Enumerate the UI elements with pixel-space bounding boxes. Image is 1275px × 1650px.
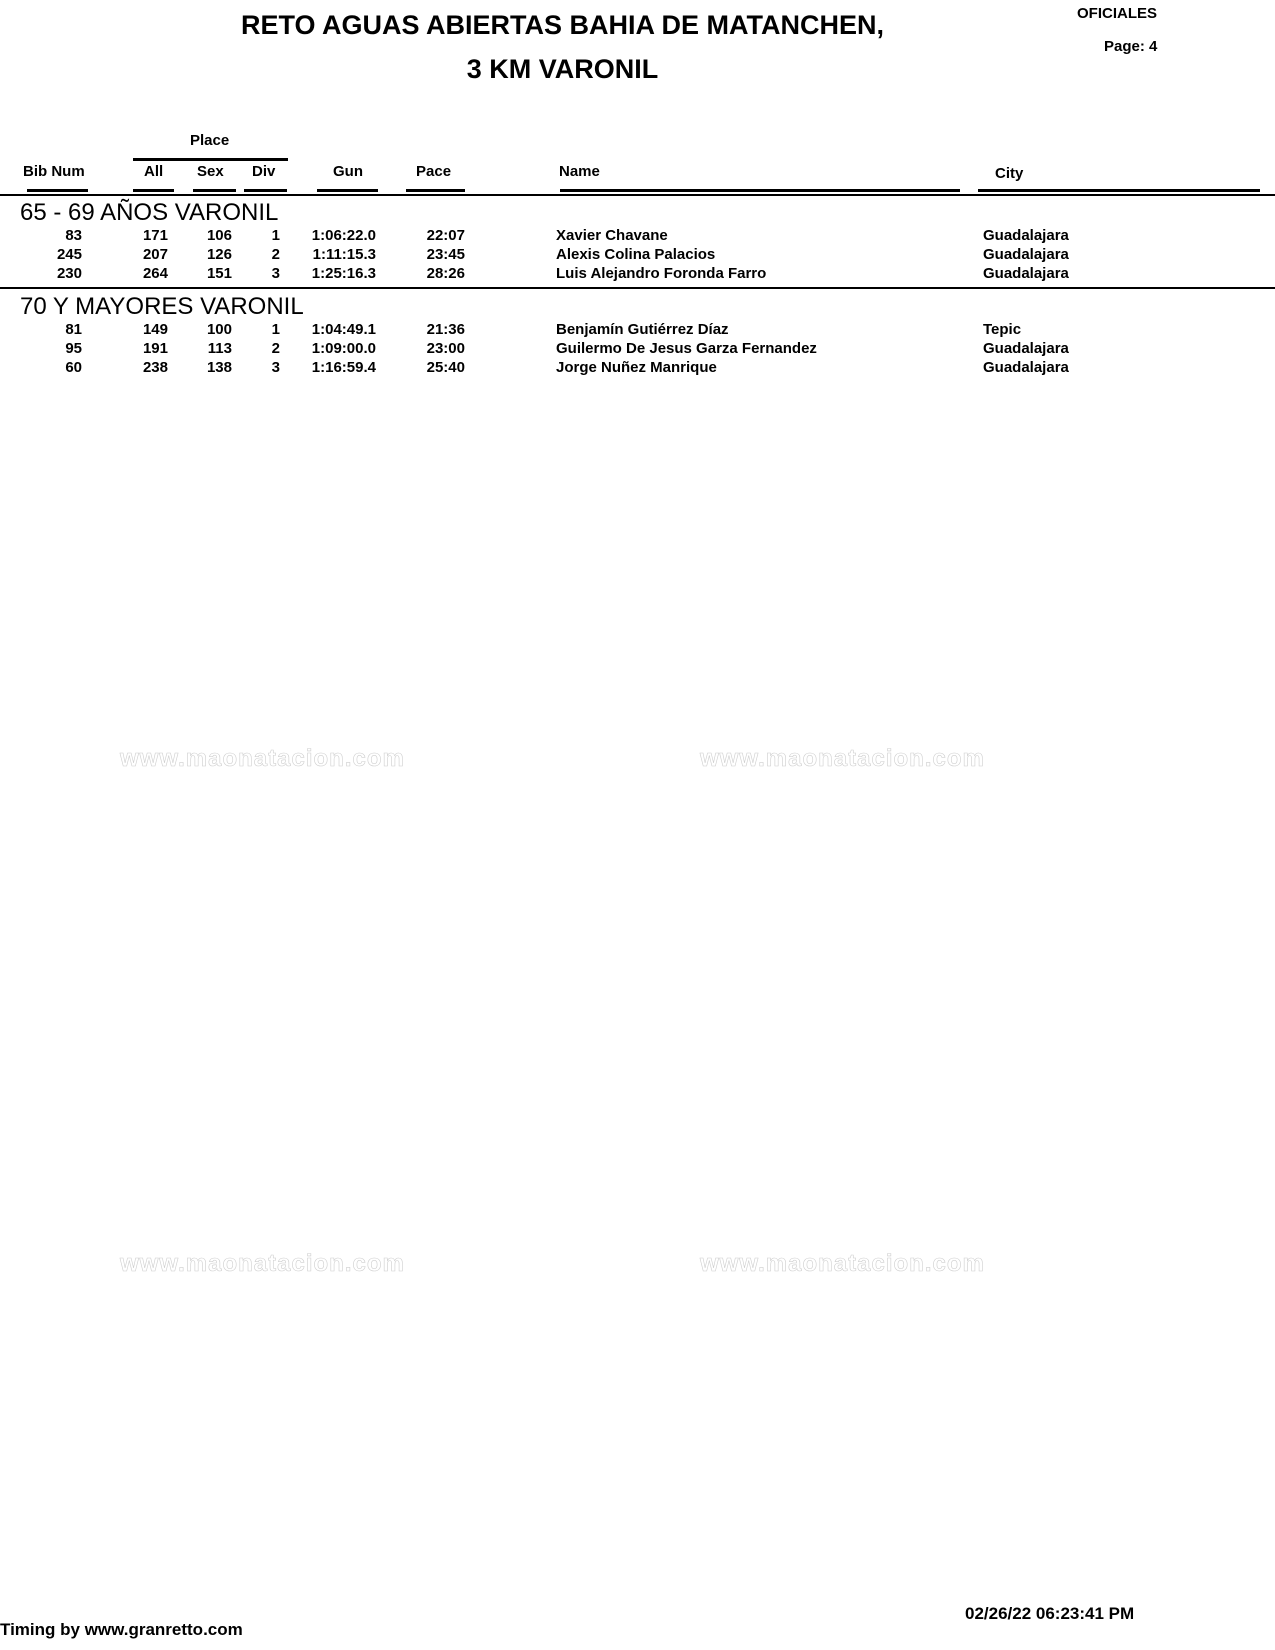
gun-cell: 1:06:22.0 bbox=[311, 227, 376, 244]
gun-header: Gun bbox=[333, 163, 363, 180]
table-row bbox=[0, 321, 1275, 340]
div-cell: 2 bbox=[271, 246, 280, 263]
all-cell: 264 bbox=[142, 265, 168, 282]
all-cell: 149 bbox=[142, 321, 168, 338]
pace-cell: 23:45 bbox=[426, 246, 465, 263]
pace-underline bbox=[406, 189, 465, 192]
div-underline bbox=[244, 189, 287, 192]
report-subtitle: 3 KM VARONIL bbox=[466, 54, 659, 84]
city-cell: Guadalajara bbox=[983, 359, 1069, 376]
table-row bbox=[0, 265, 1275, 284]
name-cell: Benjamín Gutiérrez Díaz bbox=[556, 321, 729, 338]
all-cell: 171 bbox=[142, 227, 168, 244]
div-cell: 3 bbox=[271, 265, 280, 282]
report-title: RETO AGUAS ABIERTAS BAHIA DE MATANCHEN, bbox=[240, 10, 884, 40]
name-cell: Guilermo De Jesus Garza Fernandez bbox=[556, 340, 817, 357]
div-cell: 2 bbox=[271, 340, 280, 357]
city-cell: Guadalajara bbox=[983, 265, 1069, 282]
sex-underline bbox=[193, 189, 236, 192]
page-number: Page: 4 bbox=[1104, 38, 1158, 55]
section-title: 70 Y MAYORES VARONIL bbox=[20, 293, 304, 320]
gun-cell: 1:16:59.4 bbox=[311, 359, 376, 376]
status-label: OFICIALES bbox=[1077, 5, 1158, 22]
city-underline bbox=[978, 189, 1260, 192]
table-row bbox=[0, 340, 1275, 359]
all-cell: 191 bbox=[142, 340, 168, 357]
all-cell: 238 bbox=[142, 359, 168, 376]
section-divider bbox=[0, 194, 1275, 196]
bib-cell: 95 bbox=[65, 340, 82, 357]
sex-cell: 113 bbox=[207, 340, 232, 357]
table-row bbox=[0, 246, 1275, 265]
bib-header: Bib Num bbox=[23, 163, 85, 180]
all-underline bbox=[133, 189, 174, 192]
sex-cell: 126 bbox=[206, 246, 232, 263]
sex-header: Sex bbox=[197, 163, 224, 180]
watermark: www.maonatacion.com bbox=[700, 745, 985, 772]
name-cell: Xavier Chavane bbox=[556, 227, 668, 244]
watermark: www.maonatacion.com bbox=[120, 745, 405, 772]
name-underline bbox=[560, 189, 960, 192]
pace-header: Pace bbox=[416, 163, 452, 180]
bib-cell: 60 bbox=[65, 359, 82, 376]
gun-cell: 1:11:15.3 bbox=[312, 246, 376, 263]
gun-underline bbox=[317, 189, 378, 192]
bib-cell: 81 bbox=[65, 321, 82, 338]
div-cell: 3 bbox=[271, 359, 280, 376]
name-cell: Luis Alejandro Foronda Farro bbox=[556, 265, 767, 282]
city-header: City bbox=[995, 165, 1024, 182]
bib-underline bbox=[27, 189, 88, 192]
gun-cell: 1:09:00.0 bbox=[311, 340, 376, 357]
section-divider bbox=[0, 287, 1275, 289]
sex-cell: 151 bbox=[206, 265, 232, 282]
bib-cell: 83 bbox=[65, 227, 82, 244]
watermark: www.maonatacion.com bbox=[700, 1250, 985, 1277]
div-header: Div bbox=[252, 163, 276, 180]
watermark: www.maonatacion.com bbox=[120, 1250, 405, 1277]
gun-cell: 1:25:16.3 bbox=[311, 265, 376, 282]
city-cell: Guadalajara bbox=[983, 340, 1069, 357]
pace-cell: 21:36 bbox=[426, 321, 465, 338]
table-row bbox=[0, 227, 1275, 246]
name-header: Name bbox=[559, 163, 600, 180]
pace-cell: 23:00 bbox=[426, 340, 465, 357]
table-row bbox=[0, 359, 1275, 378]
all-header: All bbox=[144, 163, 164, 180]
bib-cell: 230 bbox=[56, 265, 82, 282]
sex-cell: 138 bbox=[206, 359, 232, 376]
report-timestamp: 02/26/22 06:23:41 PM bbox=[965, 1604, 1135, 1623]
all-cell: 207 bbox=[142, 246, 168, 263]
timing-credit: Timing by www.granretto.com bbox=[0, 1620, 243, 1639]
city-cell: Guadalajara bbox=[983, 227, 1069, 244]
name-cell: Alexis Colina Palacios bbox=[556, 246, 716, 263]
city-cell: Tepic bbox=[983, 321, 1022, 338]
place-underline bbox=[133, 158, 288, 161]
pace-cell: 25:40 bbox=[426, 359, 465, 376]
sex-cell: 100 bbox=[206, 321, 232, 338]
div-cell: 1 bbox=[271, 321, 280, 338]
gun-cell: 1:04:49.1 bbox=[311, 321, 376, 338]
bib-cell: 245 bbox=[56, 246, 82, 263]
pace-cell: 28:26 bbox=[426, 265, 465, 282]
name-cell: Jorge Nuñez Manrique bbox=[556, 359, 717, 376]
sex-cell: 106 bbox=[206, 227, 232, 244]
div-cell: 1 bbox=[271, 227, 280, 244]
section-title: 65 - 69 AÑOS VARONIL bbox=[20, 199, 279, 226]
place-group-header: Place bbox=[190, 132, 230, 149]
pace-cell: 22:07 bbox=[426, 227, 465, 244]
city-cell: Guadalajara bbox=[983, 246, 1069, 263]
